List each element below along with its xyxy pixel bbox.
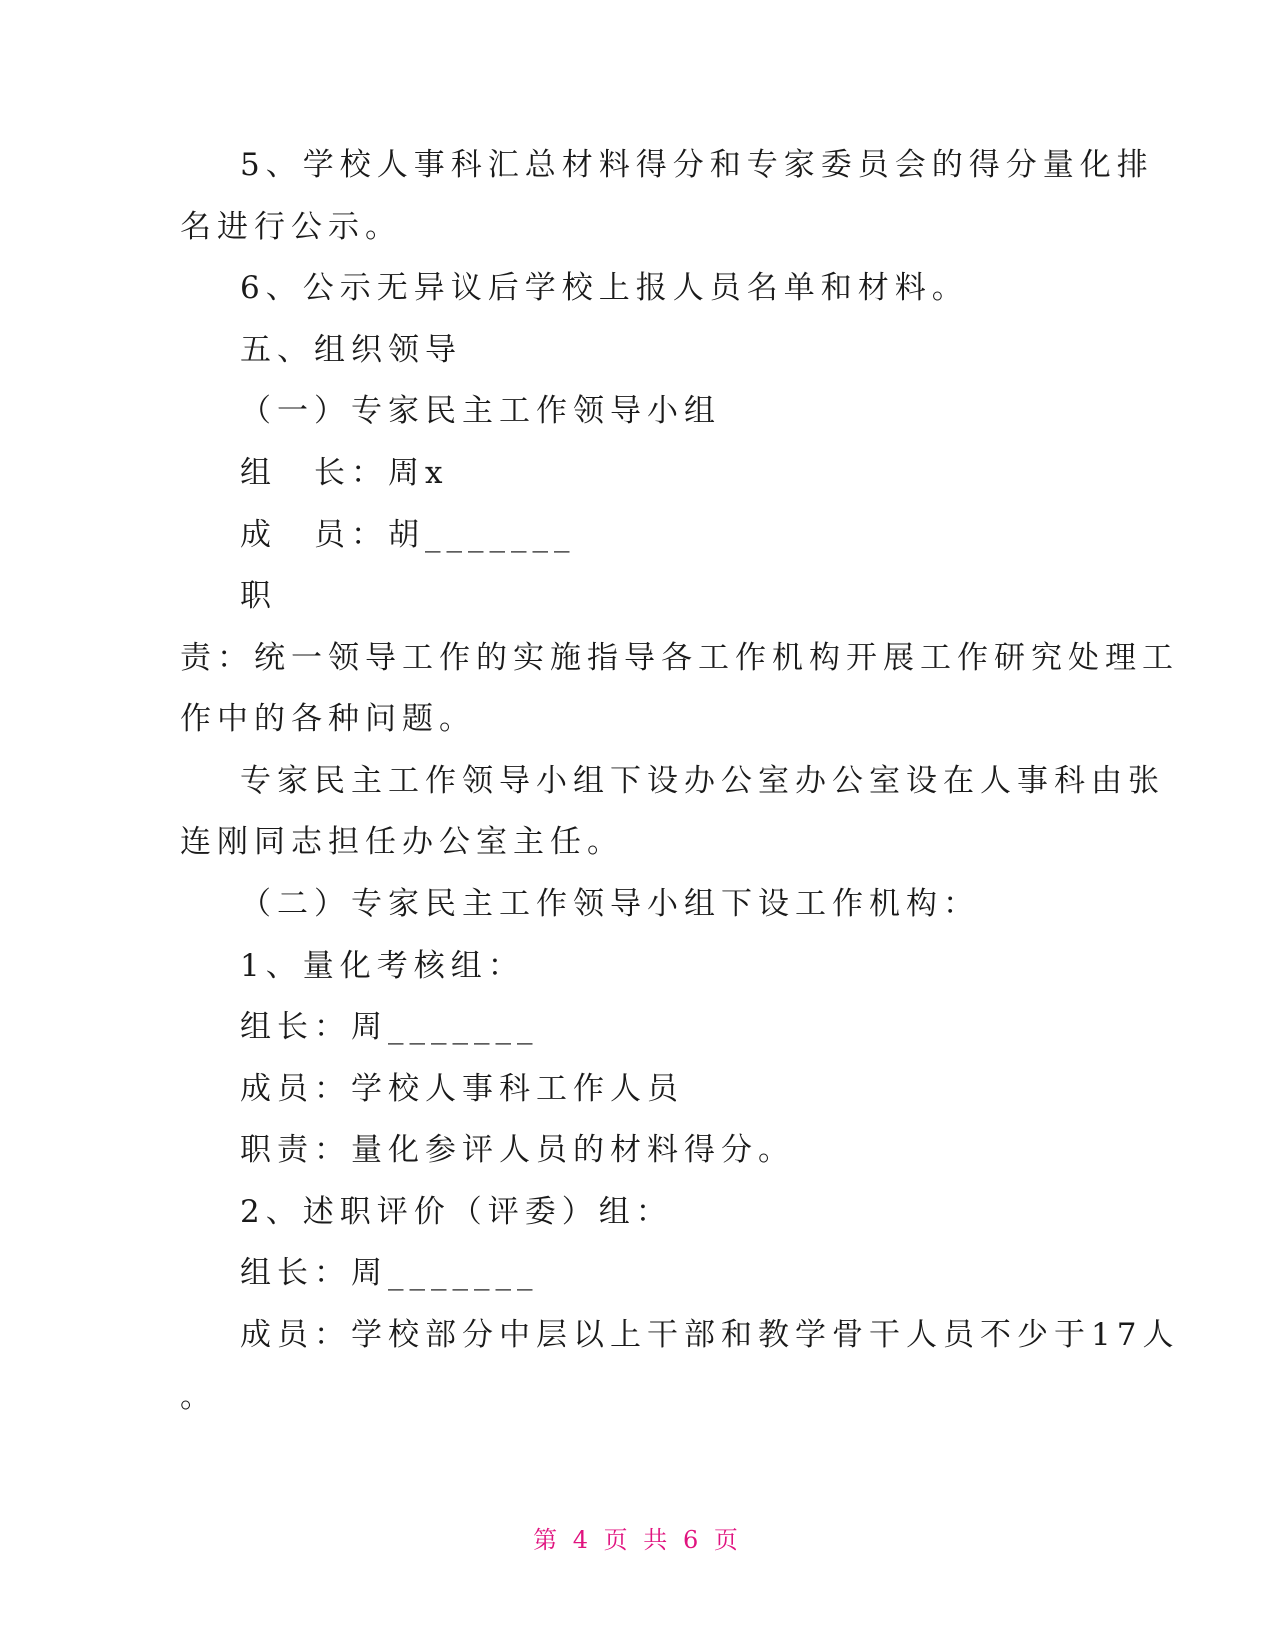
text-line: 1、量化考核组： [240,948,525,984]
text-line: 专家民主工作领导小组下设办公室办公室设在人事科由张 [240,763,1165,799]
subsection-heading: （一）专家民主工作领导小组 [240,393,721,429]
text-line: 组长：周_______ [240,1009,539,1045]
text-line: 。 [180,1379,217,1415]
text-line: 连刚同志担任办公室主任。 [180,824,624,860]
text-line: 成 员：胡_______ [240,517,576,553]
text-line: 职责：量化参评人员的材料得分。 [240,1132,795,1168]
section-heading: 五、组织领导 [240,332,462,368]
text-line: 组 长：周x [240,455,449,491]
text-line: 责：统一领导工作的实施指导各工作机构开展工作研究处理工 [180,640,1179,676]
text-line: 成员：学校部分中层以上干部和教学骨干人员不少于17人 [240,1317,1180,1353]
text-line: 作中的各种问题。 [180,701,476,737]
text-line: 2、述职评价（评委）组： [240,1194,673,1230]
text-line: 名进行公示。 [180,209,402,245]
text-line: 成员：学校人事科工作人员 [240,1071,684,1107]
text-line: 6、公示无异议后学校上报人员名单和材料。 [240,270,969,306]
text-line: 5、学校人事科汇总材料得分和专家委员会的得分量化排 [240,147,1154,183]
text-line: 职 [240,578,277,614]
text-line: 组长：周_______ [240,1255,539,1291]
subsection-heading: （二）专家民主工作领导小组下设工作机构： [240,886,980,922]
page-number-footer: 第 4 页 共 6 页 [533,1526,742,1554]
